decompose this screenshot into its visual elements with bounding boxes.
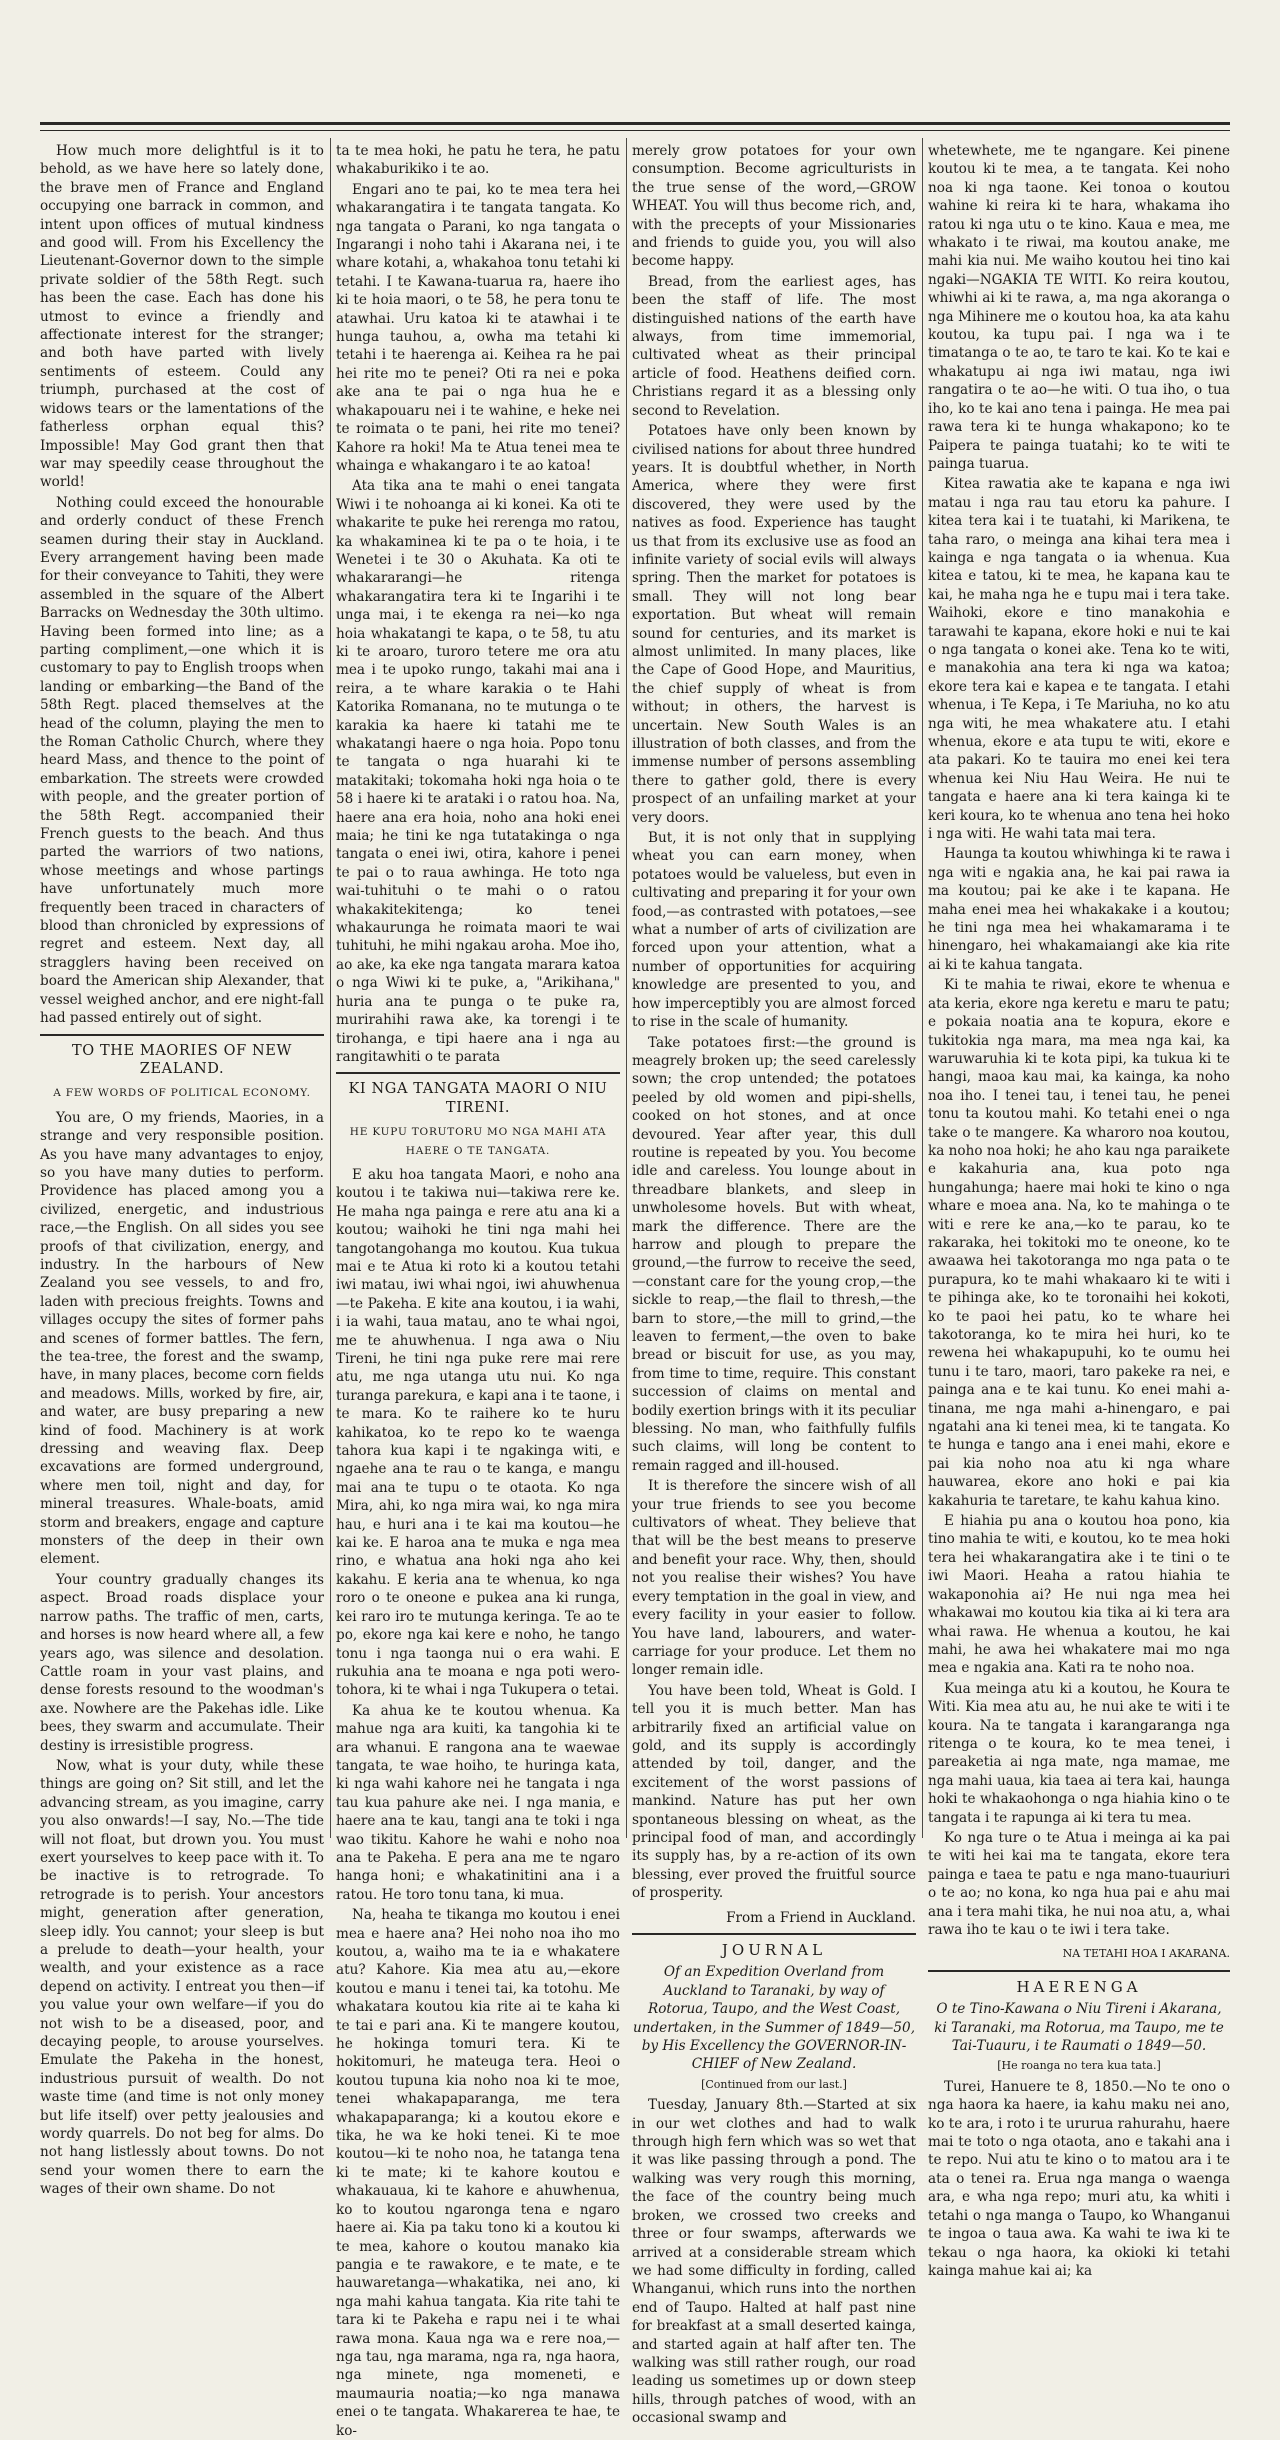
section-rule [632, 1933, 916, 1935]
column-3 [632, 142, 916, 2427]
paragraph: Ko nga ture o te Atua i meinga ai ka pai te witi hei kai ma te tangata, ekore tera painga e taea te patu e nga mano-tuauriuri o te ao; no kona, ko nga hua pai e ahu mai ana i tera mahi tika, he nui noa atu, a, whai rawa iho te kau o te iwi i tera take. [928, 1829, 1230, 1938]
column-divider [330, 138, 331, 1838]
masthead-rule-thick [40, 122, 1230, 125]
paragraph: whetewhete, me te ngangare. Kei pinene koutou ki te mea, a te tangata. Kei noho noa ki nga taone. Kei tonoa o koutou wahine ki reira ki te hara, whakama iho ratou ki nga utu o te kino. Kaua e mea, me whakato i te riwai, ma koutou anake, me mahi kia nui. Me waiho koutou hei tino kai ngaki—NGAKIA TE WITI. Ko reira koutou, whiwhi ai ki te rawa, a, ma nga akoranga o nga Mihinere me o koutou hoa, ka ata kahu koutou, ka tupu pai. I nga wa i te timatanga o te ao, te taro te kai. Ko te kai e whakatupu ai nga iwi matau, nga iwi rangatira o te ao—he witi. O tua iho, o tua iho, ko te kai ano tena i painga. He mea pai rawa tera ki te hunga whakapono; ko te Paipera te painga tuatahi; ko te witi te painga tuarua. [928, 143, 1230, 472]
paragraph: Nothing could exceed the honourable and orderly conduct of these French seamen during their stay in Auckland. Every arrangement having been made for their conveyance to Tahiti, they were assembled in the square of the Albert Barracks on Wednesday the 30th ultimo. Having been formed into line; as a parting compliment,—one which it is customary to pay to English troops when landing or embarking—the Band of the 58th Regt. placed themselves at the head of the column, playing the men to the Roman Catholic Church, where they heard Mass, and thence to the point of embarkation. The streets were crowded with people, and the greater portion of the 58th Regt. accompanied their French guests to the beach. And thus parted the warriors of two nations, whose meetings and whose partings have unfortunately much more frequently been traced in characters of blood than chronicled by expressions of regret and esteem. Next day, all stragglers having been received on board the American ship Alexander, that vessel weighed anchor, and ere night-fall had passed entirely out of sight. [40, 494, 324, 1027]
paragraph: Ka ahua ke te koutou whenua. Ka mahue nga ara kuiti, ka tangohia ki te ara whanui. E rangona ana te waewae tangata, te wae hoiho, te huringa kata, ki nga wahi kahore nei he tangata i nga tau kua pahure ake nei. I nga mania, e haere ana te kau, tangi ana te toki i nga wao tikitu. Kahore he wahi e noho noa ana te Pakeha. E pera ana me te ngaro hanga honi; e whakatinitini ana i a ratou. He toro tonu tana, ki mua. [336, 1702, 620, 1903]
paragraph: Now, what is your duty, while these things are going on? Sit still, and let the advancing stream, as you imagine, carry you also onwards!—I say, No.—The tide will not float, but drown you. You must exert yourselves to keep pace with it. To be inactive is to retrograde. To retrograde is to perish. Your ancestors might, generation after generation, sleep idly. You cannot; your sleep is but a prelude to death—your health, your wealth, and your existence as a race depend on activity. I entreat you then—if you value your own welfare—if you do not wish to be a diseased, poor, and decaying people, to arouse yourselves. Emulate the Pakeha in the honest, industrious pursuit of wealth. Do not waste time (and time is not only money but life itself) over petty jealousies and wordy quarrels. Do not beg for alms. Do not hang listlessly about towns. Do not send your women there to earn the wages of their own shame. Do not [40, 1757, 324, 2198]
article-headline: KI NGA TANGATA MAORI O NIU TIRENI. [348, 1081, 608, 1116]
column-1 [40, 142, 324, 2198]
paragraph: Haunga ta koutou whiwhinga ki te rawa i nga witi e ngakia ana, he kai pai rawa ia ma koutou; pai ke ake i te kapana. He maha enei mea hei whakakake i a koutou; he tini nga mea hei whakamarama i te hinengaro, hei whakamaiangi ake kia rite ai ki te kahua tangata. [928, 846, 1230, 973]
column-2 [336, 142, 620, 2439]
article-signoff: From a Friend in Auckland. [726, 1909, 916, 1926]
masthead-rule-thin [40, 130, 1230, 131]
journal-continued-note: [Continued from our last.] [701, 2077, 847, 2091]
paragraph: Turei, Hanuere te 8, 1850.—No te ono o nga haora ka haere, ia kahu maku nei ano, ko te ara, i roto i te ururua rahurahu, haere mai te toto o nga otaota, ano e takahi ana i te repo. Nui atu te kino o to matou ara i te ata o tenei ra. Erua nga manga o waenga ara, e wha nga repo; muri atu, ka whiti i tetahi o nga manga o Taupo, ko Whanganui te ingoa o taua awa. Ka wahi te iwa ki te tekau o nga haora, ka okioki ki tetahi kainga mahue kai ai; ka [928, 2078, 1230, 2279]
haerenga-subtitle: O te Tino-Kawana o Niu Tireni i Akarana, ki Taranaki, ma Rotorua, ma Taupo, me te Tai-Tuauru, i te Raumati o 1849—50. [934, 2001, 1224, 2055]
paragraph: merely grow potatoes for your own consumption. Become agriculturists in the true sense of the word,—GROW WHEAT. You will thus become rich, and, with the precepts of your Missionaries and friends to guide you, you will also become happy. [632, 143, 916, 270]
paragraph: Ki te mahia te riwai, ekore te whenua e ata keria, ekore nga keretu e maru te patu; e pokaia noatia ana te kopura, ekore e tukitokia nga mara, ma mea nga kai, ka waruwaruhia ki te kota pipi, ka tukua ki te hangi, maoa kau mai, ka kainga, ka noho noa iho. I tenei tau, i tenei tau, he penei tonu ta koutou mahi. Ko tetahi enei o nga take o te mangere. Ka wharoro noa koutou, ka noho noa hoki; he aho kau nga paraikete e kakahuria ana, kua poto nga hungahunga; haere mai hoki te kino o nga whare e moea ana. Na, ko te mahinga o te witi e rere ke ana,—ko te parau, ko te rakaraka, hei tokitoki mo te oneone, ko te awaawa hei takotoranga mo nga pata o te purapura, ko te mahi whakaaro ki te witi i te pihinga ake, ko te toronaihi hei kokoti, ko te paoi hei patu, ko te whare hei takotoranga, ko te mira hei huri, ko te rewena hei whakapupuhi, ko te oumu hei tunu i te taro, maori, taro pakeke ra nei, e painga ana e te kai tunu. Ko enei mahi a-tinana, me nga mahi a-hinengaro, e pai ngatahi ana ki tenei mea, ki te tangata. Ko te hunga e tango ana i enei mahi, ekore e pai kia noho noa atu ki nga whare hauwarea, ekore ano hoki e pai kia kakahuria te taretare, te kahu kahua kino. [928, 977, 1230, 1509]
paragraph: Ata tika ana te mahi o enei tangata Wiwi i te nohoanga ai ki konei. Ka oti te whakarite te puke hei rerenga mo ratou, ka whakaminea ki te pa o te hoia, i te Wenetei i te 30 o Akuhata. Ka oti te whakararangi—he ritenga whakarangatira tera ki te Ingarihi i te unga mai, i te ekenga ra nei—ko nga hoia whakatangi te kapa, o te 58, tu atu ki te aroaro, turoro tetere me ora atu mea i te upoko rungo, takahi mai ana i reira, a te whare karakia o te Hahi Katorika Romanana, no te mutunga o te karakia ka haere ki tatahi me te whakatangi haere o nga hoia. Popo tonu te tangata o nga huarahi ki te matakitaki; tokomaha hoki nga hoia o te 58 i haere ki te arataki i o ratou hoa. Na, haere ana era hoia, noho ana hoki enei maia; he tini ke nga tutatakinga o nga tangata o enei iwi, otira, kahore i penei te pai o to raua awhinga. He toto nga wai-tuhituhi o te mahi o o ratou whakakitekitenga; ko tenei whakaurunga he roimata maori te wai tuhituhi, he mihi ngakau aroha. Moe iho, ao ake, ka eke nga tangata marara katoa o nga Wiwi ki te puke, a, "Arikihana," huria ana te punga o te puke ra, murirahihi rawa ake, ka torengi i te tirohanga, e tipi haere ana i nga au rangitawhiti o te parata [336, 478, 620, 1065]
paragraph: It is therefore the sincere wish of all your true friends to see you become cultivators of wheat. They believe that that will be the best means to preserve and benefit your race. Why, then, should not you realise their wishes? You have every temptation in the goal in view, and every facility in your easier to follow. You have land, labourers, and water-carriage for your produce. Let them no longer remain idle. [632, 1478, 916, 1679]
article-subhead: A FEW WORDS OF POLITICAL ECONOMY. [53, 1087, 311, 1100]
paragraph: You are, O my friends, Maories, in a strange and very responsible position. As you have many advantages to enjoy, so you have many duties to perform. Providence has placed among you a civilized, energetic, and industrious race,—the English. On all sides you see proofs of that civilization, energy, and industry. In the harbours of New Zealand you see vessels, to and fro, laden with precious freights. Towns and villages occupy the sites of former pahs and scenes of former battles. The fern, the tea-tree, the forest and the swamp, have, in many places, become corn fields and meadows. Mills, worked by fire, air, and water, are busy preparing a new kind of food. Machinery is at work dressing and weaving flax. Deep excavations are formed underground, where men toil, night and day, for mineral treasures. Whale-boats, amid storm and breakers, engage and capture monsters of the deep in their own element. [40, 1109, 324, 1568]
paragraph: You have been told, Wheat is Gold. I tell you it is much better. Man has arbitrarily fixed an artificial value on gold, and its supply is accordingly attended by toil, danger, and the excitement of the worst passions of mankind. Nature has put her own spontaneous blessing on wheat, as the principal food of man, and accordingly its supply has, by a re-action of its own blessing, ever proved the fruitful source of prosperity. [632, 1682, 916, 1902]
paragraph: Take potatoes first:—the ground is meagrely broken up; the seed carelessly sown; the crop untended; the potatoes peeled by old women and pipi-shells, cooked on hot stones, and at once devoured. Year after year, this dull routine is repeated by you. You become idle and careless. You lounge about in threadbare blankets, and sleep in unwholesome hovels. But with wheat, mark the difference. There are the harrow and plough to prepare the ground,—the furrow to receive the seed,—constant care for the young crop,—the sickle to reap,—the flail to thresh,—the barn to store,—the mill to grind,—the leaven to ferment,—the oven to bake bread or biscuit for use, as you may, from time to time, require. This constant succession of claims on mental and bodily exertion brings with it its peculiar blessing. No man, who faithfully fulfils such claims, will long be content to remain ragged and ill-housed. [632, 1034, 916, 1474]
paragraph: Kitea rawatia ake te kapana e nga iwi matau i nga rau tau etoru ka pahure. I kitea tera kai i te tuatahi, ki Marikena, te taha raro, o meinga ana kihai tera mea i kainga e nga tangata o ia whenua. Kua kitea e tatou, ki te mea, he kapana kau te kai, he maha nga he e tupu mai i tera take. Waihoki, ekore e tino manakohia e tarawahi te kapana, ekore hoki e nui te kai o nga tangata o konei ake. Tena ko te witi, e manakohia ana tera ki nga wa katoa; ekore tera kai e kapea e te tangata. I etahi whenua, i Te Kepa, i Te Mariuha, no ko atu nga witi, he mea whakatere atu. I etahi whenua, ekore e ata tupu te witi, ekore e ata pakari. Ko te tauira mo enei kei tera whenua kei Niu Hau Weira. He nui te tangata e haere ana ki tera kainga ki te keri koura, ko te whenua ano tena hei hoko i nga witi. He wahi tata mai tera. [928, 476, 1230, 843]
section-rule [40, 1034, 324, 1036]
journal-headline: JOURNAL [721, 1941, 827, 1959]
paragraph: Na, heaha te tikanga mo koutou i enei mea e haere ana? Hei noho noa iho mo koutou, a, waiho ma te ia e whakatere atu? Kahore. Kia mea atu au,—ekore koutou e manu i tenei tai, ka totohu. Me whakatara koutou kia rite ai te kaha ki te tai e pari ana. Ki te mangere koutou, he hokinga tomuri tera. Ki te hokitomuri, he mateuga tera. Heoi o koutou tupuna kia noho noa ki te moe, tenei whakapaparanga, me tera whakapaparanga; ki a koutou ekore e tika, he wa ke hoki tenei. Ki te moe koutou—ki te noho noa, he tatanga tena ki te mate; ki te kahore koutou e whakauaua, ki te kahore e ahuwhenua, ko to koutou ngaronga tena e ngaro haere ai. Kia pa taku tono ki a koutou ki te mea, kahore o koutou manako kia pangia e te rawakore, e te mate, e te hauwaretanga—whakatika, nei ano, ki nga mahi kahua tangata. Kia rite tahi te tara ki te Pakeha e rapu nei i te whai rawa mona. Kaua nga wa e rere noa,—nga tau, nga marama, nga ra, nga haora, nga minete, nga momeneti, e maumauria noatia;—ko nga manawa enei o te tangata. Whakarerea te hae, te ko- [336, 1907, 620, 2439]
paragraph: Your country gradually changes its aspect. Broad roads displace your narrow paths. The traffic of men, carts, and horses is now heard where all, a few years ago, was silence and desolation. Cattle roam in your vast plains, and dense forests resound to the woodman's axe. Nowhere are the Pakehas idle. Like bees, they swarm and accumulate. Their destiny is irresistible progress. [40, 1571, 324, 1754]
article-headline: TO THE MAORIES OF NEW ZEALAND. [72, 1042, 292, 1077]
paragraph: Kua meinga atu ki a koutou, he Koura te Witi. Kia mea atu au, he nui ake te witi i te koura. Na te tangata i karangaranga nga ritenga o te koura, ko te mea tenei, i pareaketia ai nga mate, nga mamae, me nga mahi uaua, kia taea ai tera kai, haunga hoki te whakaohonga o nga hiahia kino o te tangata i te rapunga ai ki tera tu mea. [928, 1680, 1230, 1826]
paragraph: But, it is not only that in supplying wheat you can earn money, when potatoes would be valueless, but even in cultivating and preparing it for your own food,—as contrasted with potatoes,—see what a number of arts of civilization are forced upon your attention, what a number of opportunities for acquiring knowledge are presented to you, and how imperceptibly you are almost forced to rise in the scale of humanity. [632, 830, 916, 1031]
paragraph: Tuesday, January 8th.—Started at six in our wet clothes and had to walk through high fern which was so wet that it was like passing through a pond. The walking was very rough this morning, the face of the country being much broken, we crossed two creeks and three or four swamps, afterwards we arrived at a considerable stream which we had some difficulty in fording, called Whanganui, which runs into the northen end of Taupo. Halted at half past nine for breakfast at a small deserted kainga, and started again at half after ten. The walking was still rather rough, our road leading us sometimes up or down steep hills, through patches of wood, with an occasional swamp and [632, 2097, 916, 2427]
section-rule [928, 1970, 1230, 1972]
haerenga-continued-note: [He roanga no tera kua tata.] [997, 2059, 1161, 2073]
paragraph: E aku hoa tangata Maori, e noho ana koutou i te takiwa nui—takiwa rere ke. He maha nga painga e rere atu ana ki a koutou; waihoki he tini nga mahi hei tangotangohanga mo koutou. Kua tukua mai e te Atua ki roto ki a koutou tetahi iwi matau, iwi whai ngoi, iwi ahuwhenua—te Pakeha. E kite ana koutou, i ia wahi, i ia wahi, taua matau, ano te whai ngoi, me te ahuwhenua. I nga awa o Niu Tireni, he tini nga puke rere mai rere atu, me nga utanga utu nui. Ko nga turanga parekura, e kapi ana i te taone, i te mara. Ko te raihere ko te huru kahikatoa, ko te repo ko te waenga tahora kua kapi i te ngakinga witi, e ngaehe ana te rau o te kanga, e mangu mai ana te tupu o te otaota. Ko nga Mira, ahi, ko nga mira wai, ko nga mira hau, e huri ana i te kai ma koutou—he kai ke. E haroa ana te muka e nga mea rino, e whatua ana hoki nga aho kei kakahu. E keria ana te whenua, ko nga roro o te oneone e pukea ana ki runga, kei raro iro te mutunga keringa. Te ao te po, ekore nga kai kere e noho, he tango tonu i nga taonga nui o era wahi. E rukuhia ana te moana e nga poti wero-tohora, ki te whai i nga Tukupera o tetai. [336, 1166, 620, 1699]
journal-subtitle: Of an Expedition Overland from Auckland to Taranaki, by way of Rotorua, Taupo, and the West Coast, undertaken, in the Summer of 1849—50, by His Excellency the GOVERNOR-IN-CHIEF of New Zealand. [632, 1964, 916, 2073]
paragraph: Potatoes have only been known by civilised nations for about three hundred years. It is doubtful whether, in North America, where they were first discovered, they were used by the natives as food. Experience has taught us that from its exclusive use as food an infinite variety of social evils will always spring. Then the market for potatoes is small. They will not long bear exportation. But wheat will remain sound for centuries, and its market is almost unlimited. In many places, like the Cape of Good Hope, and Mauritius, the chief supply of wheat is from without; in others, the harvest is uncertain. New South Wales is an illustration of both classes, and from the immense number of persons assembling there to gather gold, there is every prospect of an unfailing market at your very doors. [632, 423, 916, 826]
article-subhead: HE KUPU TORUTORU MO NGA MAHI ATA HAERE O TE TANGATA. [349, 1126, 607, 1157]
paragraph: E hiahia pu ana o koutou hoa pono, kia tino mahia te witi, e koutou, ko te mea hoki tera hei whakarangatira ake i te tini o te iwi Maori. Heaha a ratou hiahia te wakaponohia ai? He nui nga mea hei whakawai mo koutou kia tika ai ki tera ara whai rawa. He whenua a koutou, he kai mahi, he awa hei whakatere mai mo nga mea e ngakia ana. Kati ra te noho noa. [928, 1513, 1230, 1677]
column-divider [626, 138, 627, 1838]
section-rule [336, 1072, 620, 1074]
paragraph: Bread, from the earliest ages, has been the staff of life. The most distinguished nations of the earth have always, from time immemorial, cultivated wheat as their principal article of food. Heathens deified corn. Christians regard it as a blessing only second to Revelation. [632, 273, 916, 419]
haerenga-headline: HAERENGA [1016, 1977, 1142, 1996]
paragraph: Engari ano te pai, ko te mea tera hei whakarangatira i te tangata tangata. Ko nga tangata o Parani, ko nga tangata o Ingarangi i noho tahi i Akarana nei, i te whare kotahi, a, whakahoa tonu tetahi ki tetahi. I te Kawana-tuarua ra, haere iho ki te hoia maori, o te 58, he pera tonu te atawhai. Uru katoa ki te atawhai i te hunga tauhou, a, owha ma tetahi ki tetahi i te haerenga ai. Keihea ra he pai hei rite mo te penei? Oti ra nei e poka ake ana te pai o nga hua he e whakapouaru nei i te wahine, e heke nei te roimata o te pani, hei rite mo tenei? Kahore ra hoki! Ma te Atua tenei mea te whainga e whakangaro i te ao katoa! [336, 181, 620, 474]
paragraph: How much more delightful is it to behold, as we have here so lately done, the brave men of France and England occupying one barrack in common, and intent upon offices of mutual kindness and good will. From his Excellency the Lieutenant-Governor down to the simple private soldier of the 58th Regt. such has been the case. Each has done his utmost to evince a friendly and affectionate interest for the stranger; and both have parted with lively sentiments of esteem. Could any triumph, purchased at the cost of widows tears or the lamentations of the fatherless orphan equal this? Impossible! May God grant then that war may speedily cease throughout the world! [40, 143, 324, 491]
article-signoff: NA TETAHI HOA I AKARANA. [1062, 1947, 1230, 1961]
column-divider [922, 138, 923, 1838]
paragraph: ta te mea hoki, he patu he tera, he patu whakaburikiko i te ao. [336, 143, 620, 178]
column-4 [928, 142, 1230, 2279]
